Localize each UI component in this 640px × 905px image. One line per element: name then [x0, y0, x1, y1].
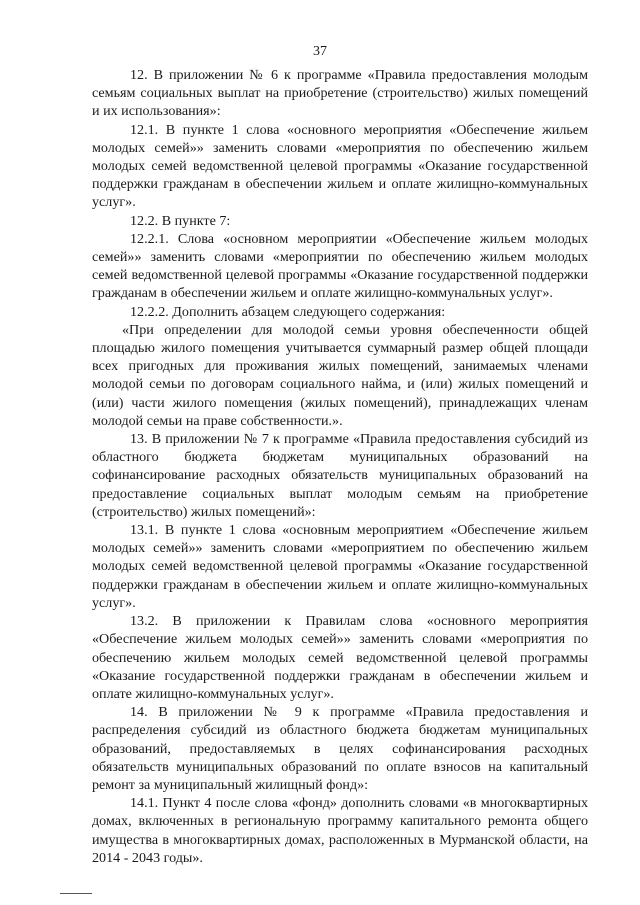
page-number: 37: [313, 44, 327, 59]
paragraph-12: 12. В приложении № 6 к программе «Правила предоставления молодым семьям социальных выплат на приобретение (строительство) жилых помещений и их использования»:: [92, 67, 588, 120]
paragraph-12-2-1: 12.2.1. Слова «основном мероприятии «Обеспечение жильем молодых семей»» заменить словами «мероприятии по обеспечению жильем молодых семей ведомственной целевой программы «Оказание государственной поддержки гражданам в обеспечении жильем и оплате жилищно-коммунальных услуг».: [92, 230, 588, 302]
paragraph-12-2-2: 12.2.2. Дополнить абзацем следующего содержания:: [130, 303, 446, 320]
footer-rule: [60, 893, 92, 894]
paragraph-quoted-addition: «При определении для молодой семьи уровня обеспеченности общей площадью жилого помещения учитывается суммарный размер общей площади всех пригодных для проживания жилых помещений, занимаемых членами молодой семьи по договорам социального найма, и (или) жилых помещений и (или) части жилого помещения (жилых помещений), принадлежащих членам молодой семьи на праве собственности.».: [92, 321, 588, 429]
paragraph-13: 13. В приложении № 7 к программе «Правила предоставления субсидий из областного бюджета бюджетам муниципальных образований на софинансирование расходных обязательств муниципальных образований на предоставление социальных выплат молодым семьям на приобретение (строительство) жилых помещений»:: [92, 431, 588, 520]
paragraph-14-1: 14.1. Пункт 4 после слова «фонд» дополнить словами «в многоквартирных домах, включенных в региональную программу капитального ремонта общего имущества в многоквартирных домах, расположенных в Мурманской области, на 2014 - 2043 годы».: [92, 795, 588, 866]
document-body: [92, 66, 588, 867]
paragraph-13-1: 13.1. В пункте 1 слова «основным мероприятием «Обеспечение жильем молодых семей»» заменить словами «мероприятием по обеспечению жильем молодых семей ведомственной целевой программы «Оказание государственной поддержки гражданам в обеспечении жильем и оплате жилищно-коммунальных услуг».: [92, 522, 588, 611]
paragraph-12-1: 12.1. В пункте 1 слова «основного мероприятия «Обеспечение жильем молодых семей»» заменить словами «мероприятия по обеспечению жильем молодых семей ведомственной целевой программы «Оказание государственной поддержки гражданам в обеспечении жильем и оплате жилищно-коммунальных услуг».: [92, 121, 588, 211]
paragraph-14: 14. В приложении № 9 к программе «Правила предоставления и распределения субсидий из областного бюджета бюджетам муниципальных образований, предоставляемых в целях софинансирования расходных обязательств муниципальных образований по оплате взносов на капитальный ремонт за муниципальный жилищный фонд»:: [92, 704, 588, 793]
paragraph-12-2: 12.2. В пункте 7:: [130, 212, 231, 229]
paragraph-13-2: 13.2. В приложении к Правилам слова «основного мероприятия «Обеспечение жильем молодых семей»» заменить словами «мероприятия по обеспечению жильем молодых семей ведомственной целевой программы «Оказание государственной поддержки гражданам в обеспечении жильем и оплате жилищно-коммунальных услуг».: [92, 613, 588, 702]
